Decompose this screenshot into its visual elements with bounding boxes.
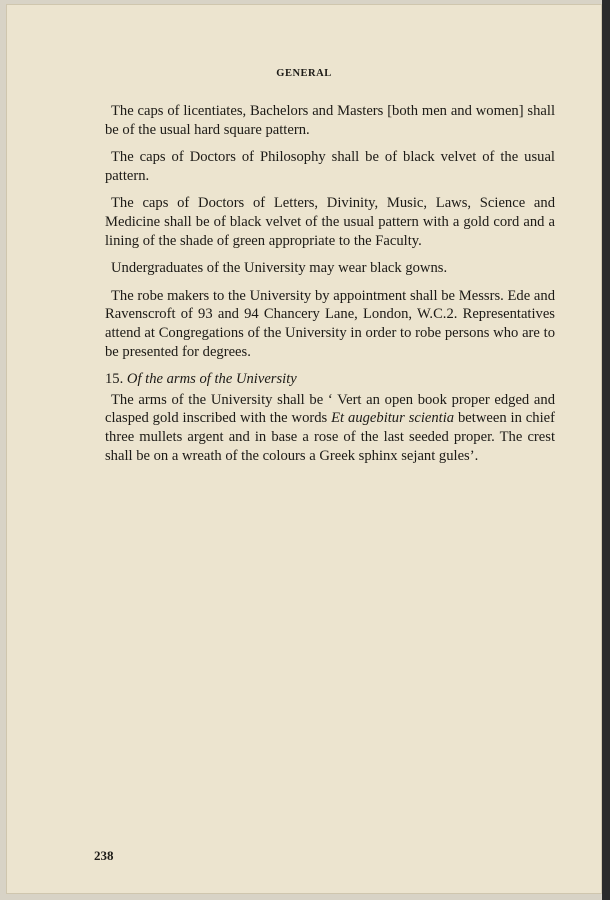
paragraph-caps-higher-doctors: The caps of Doctors of Letters, Divinity, Music, Laws, Science and Medicine shall be of black velvet of the usual pattern with a gold cord and a lining of the shade of green appropriate to the Faculty.: [105, 195, 555, 249]
main-text: [105, 102, 555, 474]
paragraph-arms: [105, 391, 555, 465]
document-page: [6, 4, 602, 894]
arms-motto: Et augebitur scientia: [331, 410, 455, 427]
running-header: GENERAL: [276, 68, 332, 79]
paragraph-caps-doctors-philosophy: The caps of Doctors of Philosophy shall be of black velvet of the usual pattern.: [105, 149, 555, 184]
section-number: 15.: [105, 371, 124, 388]
paragraph-undergraduates: Undergraduates of the University may wear black gowns.: [111, 260, 448, 277]
section-title: Of the arms of the University: [126, 371, 297, 388]
paragraph-caps-licentiates: The caps of licentiates, Bachelors and Masters [both men and women] shall be of the usual hard square pattern.: [105, 103, 555, 138]
paragraph-robe-makers: The robe makers to the University by appointment shall be Messrs. Ede and Ravenscroft of 93 and 94 Chancery Lane, London, W.C.2. Representatives attend at Congregations of the University in order to robe persons who are to be presented for degrees.: [105, 287, 555, 360]
section-heading: [105, 370, 555, 389]
scan-edge: [602, 0, 610, 900]
page-number: 238: [94, 848, 114, 863]
arms-text-after: between in chief three mullets argent and in base a rose of the last seeded proper. The crest shall be on a wreath of the colours a Greek sphinx sejant gules’.: [105, 410, 555, 464]
arms-text-before: The arms of the University shall be ‘ Vert an open book proper edged and clasped gold inscribed with the words: [105, 391, 555, 427]
